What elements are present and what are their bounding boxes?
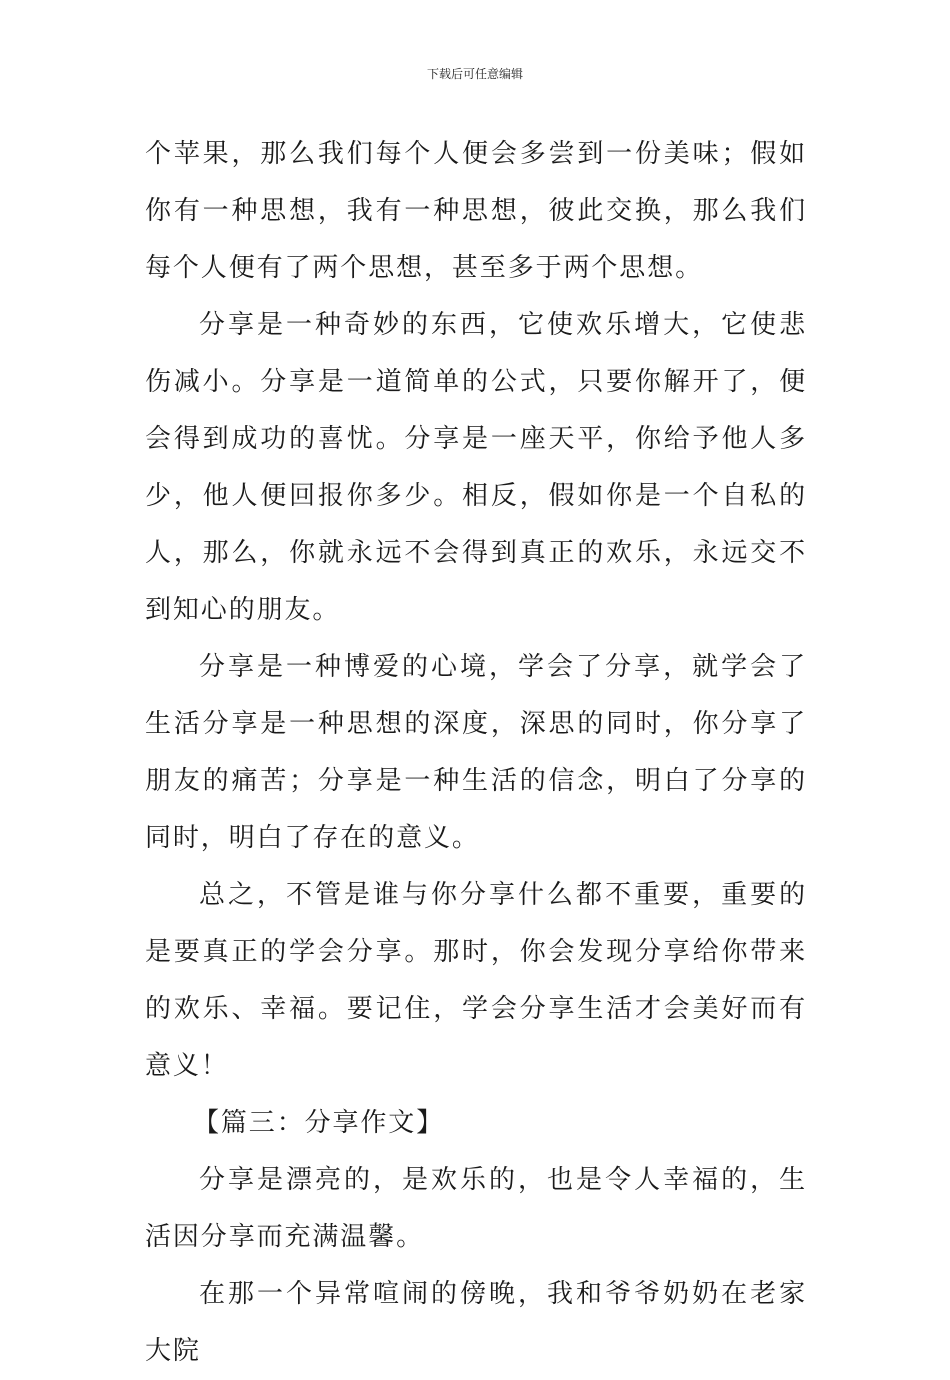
paragraph: 分享是一种博爱的心境，学会了分享，就学会了生活分享是一种思想的深度，深思的同时，你分享了朋友的痛苦；分享是一种生活的信念，明白了分享的同时，明白了存在的意义。 bbox=[145, 652, 807, 853]
section-heading: 【篇三：分享作文】 bbox=[193, 1108, 445, 1138]
document-body bbox=[145, 126, 807, 1380]
paragraph: 在那一个异常喧闹的傍晚，我和爷爷奶奶在老家大院 bbox=[145, 1279, 807, 1366]
paragraph: 总之，不管是谁与你分享什么都不重要，重要的是要真正的学会分享。那时，你会发现分享给你带来的欢乐、幸福。要记住，学会分享生活才会美好而有意义！ bbox=[145, 880, 807, 1081]
paragraph: 分享是一种奇妙的东西，它使欢乐增大，它使悲伤减小。分享是一道简单的公式，只要你解开了，便会得到成功的喜忧。分享是一座天平，你给予他人多少，他人便回报你多少。相反，假如你是一个自私的人，那么，你就永远不会得到真正的欢乐，永远交不到知心的朋友。 bbox=[145, 310, 807, 625]
paragraph: 个苹果，那么我们每个人便会多尝到一份美味；假如你有一种思想，我有一种思想，彼此交换，那么我们每个人便有了两个思想，甚至多于两个思想。 bbox=[145, 139, 807, 283]
paragraph: 分享是漂亮的，是欢乐的，也是令人幸福的，生活因分享而充满温馨。 bbox=[145, 1165, 807, 1252]
page-header: 下载后可任意编辑 bbox=[426, 67, 523, 81]
